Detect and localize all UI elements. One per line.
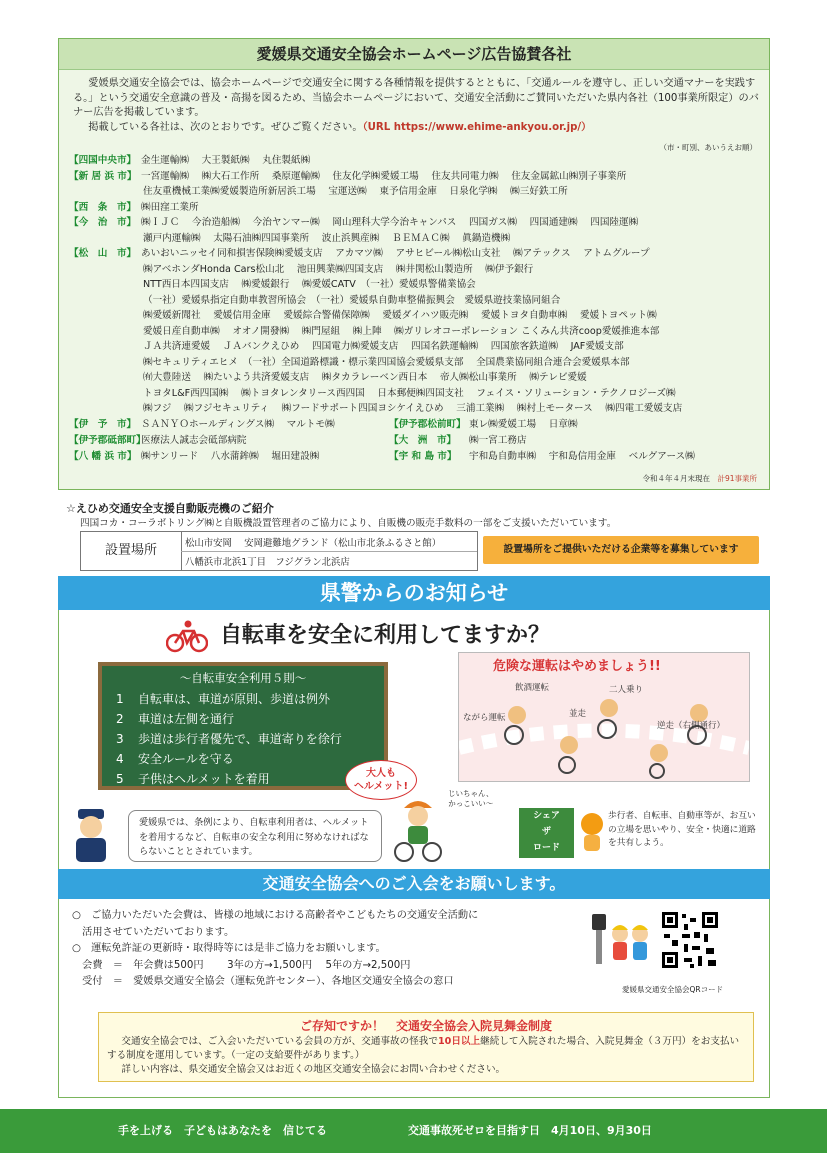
region-imabari	[69, 215, 638, 246]
region-companies: ㈱ＩＪＣ 今治造船㈱ 今治ヤンマー㈱ 岡山理科大学今治キャンパス 四国ガス㈱ 四国通建㈱ 四国陸運㈱	[141, 217, 639, 228]
dangerous-riding-illustration	[458, 652, 750, 782]
benefit-paragraph-1	[107, 1035, 747, 1063]
scene-wrong-way: 逆走（右側通行）	[657, 721, 726, 731]
comment-line-2: かっこいい〜	[448, 799, 494, 808]
region-companies: 東レ㈱愛媛工場 日章㈱	[469, 419, 578, 430]
region-tobe	[69, 433, 247, 449]
danger-title: 危険な運転はやめましょう!!	[493, 659, 661, 674]
region-label: 【四国中央市】	[69, 155, 137, 166]
region-label: 【松 山 市】	[69, 248, 137, 259]
membership-info	[72, 908, 592, 991]
vending-location-table	[80, 531, 478, 571]
bubble-line-1: 大人も	[366, 768, 396, 779]
membership-header: 交通安全協会へのご入会をお願いします。	[58, 869, 770, 899]
location-label: 設置場所	[81, 532, 182, 570]
benefit-highlight: 10日以上	[437, 1036, 481, 1047]
intro-paragraph-1: 愛媛県交通安全協会では、協会ホームページで交通安全に関する各種情報を提供するとともに、「交通ルールを遵守し、正しい交通マナーを実践する。」という交通安全意識の普及・高揚を図るため、当協会ホームページにおいて、交通安全活動にご賛同いただいた県内各社（100事業所限定）のバナー広告を掲載しています。	[73, 78, 759, 118]
region-label: 【宇 和 島 市】	[389, 451, 457, 462]
rule-item	[116, 710, 234, 727]
region-label: 【伊予郡松前町】	[389, 419, 466, 430]
region-label: 【伊予郡砥部町】	[69, 435, 146, 446]
vending-title: ☆えひめ交通安全支援自動販売機のご紹介	[66, 502, 274, 515]
region-companies: ㈱セキュリティエヒメ （一社）全国道路標識・標示業四国協会愛媛県支部 全国農業協同組合連合会愛媛県本部	[143, 356, 630, 368]
sponsor-title: 愛媛県交通安全協会ホームページ広告協賛各社	[59, 39, 769, 70]
region-companies: 宇和島自動車㈱ 宇和島信用金庫 ベルグアース㈱	[469, 451, 695, 462]
rule-number: 5	[116, 772, 124, 786]
region-companies: ㈲大豊陸送 ㈱たいよう共済愛媛支店 ㈱タカラレーベン西日本 帝人㈱松山事業所 ㈱テレビ愛媛	[143, 372, 587, 383]
scene-two-riders: 二人乗り	[609, 685, 644, 695]
member-point-2: ○ 運転免許証の更新時・取得時等には是非ご協力をお願いします。	[72, 943, 386, 954]
rule-text: 車道は左側を通行	[138, 712, 235, 726]
region-label: 【伊 予 市】	[69, 419, 137, 430]
police-officer-icon	[66, 805, 116, 867]
region-masaki	[389, 417, 578, 433]
region-companies: ㈱一宮工務店	[469, 435, 527, 446]
region-companies: 住友重機械工業㈱愛媛製造所新居浜工場 宝運送㈱ 東予信用金庫 日泉化学㈱ ㈱三好鉄工所	[143, 186, 568, 197]
share-line-3: ロード	[532, 843, 560, 853]
rule-text: 安全ルールを守る	[138, 752, 234, 766]
region-companies: ㈱愛媛新聞社 愛媛信用金庫 愛媛綜合警備保障㈱ 愛媛ダイハツ販売㈱ 愛媛トヨタ自動車㈱ 愛媛トヨペット㈱	[143, 310, 657, 321]
bicycle-rules-board	[98, 662, 388, 790]
benefit-paragraph-2: 詳しい内容は、県交通安全協会又はお近くの地区交通安全協会にお問い合わせください。	[121, 1064, 506, 1075]
children-crossing-icon	[592, 910, 656, 970]
qr-code[interactable]	[660, 910, 720, 970]
total-count: 計91事業所	[717, 474, 757, 483]
member-reception: 受付 ＝ 愛媛県交通安全協会（運転免許センター）、各地区交通安全協会の窓口	[72, 976, 454, 987]
region-saijo	[69, 200, 199, 216]
region-companies: NTT西日本四国支店 ㈱愛媛銀行 ㈱愛媛CATV （一社）愛媛県警備業協会	[143, 279, 476, 290]
footer-slogan: 手を上げる 子どもはあなたを 信じてる	[118, 1124, 327, 1137]
region-companies: ㈱田窪工業所	[141, 201, 199, 213]
rule-text: 自転車は、車道が原則、歩道は例外	[138, 692, 331, 706]
region-uwajima	[389, 449, 695, 465]
grandchild-comment	[448, 789, 493, 809]
rule-text: 歩道は歩行者優先で、車道寄りを徐行	[138, 732, 342, 746]
order-note: （市・町別、あいうえお順）	[659, 143, 757, 152]
rule-item	[116, 690, 330, 707]
rule-text: 子供はヘルメットを着用	[138, 772, 270, 786]
bubble-line-2: ヘルメット!	[353, 781, 409, 792]
region-companies: 愛媛日産自動車㈱ オオノ開發㈱ ㈱門屋組 ㈱上陣 ㈱ガリレオコーポレーション こくみん共済coop愛媛推進本部	[143, 325, 660, 337]
region-companies: 金生運輸㈱ 大王製紙㈱ 丸住製紙㈱	[141, 155, 311, 166]
region-companies: ㈱アベホンダHonda Cars松山北 池田興業㈱四国支店 ㈱井関松山製造所 ㈱伊予銀行	[143, 263, 534, 275]
intro-text-2: 掲載している各社は、次のとおりです。ぜひご覧ください。	[88, 121, 363, 133]
region-companies: （一社）愛媛県指定自動車教習所協会 （一社）愛媛県自動車整備振興会 愛媛県遊技業協同組合	[143, 294, 561, 306]
region-iyo	[69, 417, 389, 433]
region-companies: ＳＡＮＹＯホールディングス㈱ マルトモ㈱	[141, 419, 335, 430]
share-road-text: 歩行者、自転車、自動車等が、お互いの立場を思いやり、安全・快適に道路を共有しよう。	[608, 811, 756, 848]
region-label: 【今 治 市】	[69, 217, 137, 228]
region-label: 【八 幡 浜 市】	[69, 451, 137, 462]
rule-number: 1	[116, 692, 124, 706]
recruit-banner: 設置場所をご提供いただける企業等を募集しています	[483, 536, 759, 564]
region-yawatahama	[69, 449, 319, 465]
region-shikokuchuo	[69, 153, 310, 169]
benefit-text-a: 交通安全協会では、ご入会いただいている会員の方が、交通事故の怪我で	[121, 1036, 438, 1047]
share-line-2: ザ	[541, 827, 551, 837]
scene-side-by-side: 並走	[569, 709, 587, 719]
member-point-1-cont: 活用させていただいております。	[72, 926, 235, 938]
hospital-benefit-box	[98, 1012, 754, 1082]
mascot-icon	[577, 810, 607, 862]
table-divider	[181, 551, 477, 552]
as-of-date: 令和４年４月末現在	[642, 474, 710, 483]
region-companies: 瀬戸内運輸㈱ 太陽石油㈱四国事業所 波止浜興産㈱ ＢＥＭＡＣ㈱ 眞鍋造機㈱	[143, 232, 511, 244]
region-companies: 医療法人誠志会砥部病院	[141, 435, 247, 446]
bicycle-icon	[166, 619, 208, 657]
rule-item	[116, 770, 270, 787]
benefit-text-b: 継続して入院された場合、入院見舞金（３万円）をお支払いする制度を運用しています。（一定の支給要件があります。）	[107, 1036, 740, 1061]
hospital-benefit-title: ご存知ですか！ 交通安全協会入院見舞金制度	[299, 1019, 552, 1033]
region-companies: ＪＡ共済連愛媛 ＪＡバンクえひめ 四国電力㈱愛媛支店 四国名鉄運輸㈱ 四国旅客鉄道㈱ JAF愛媛支部	[143, 341, 624, 352]
rule-number: 2	[116, 712, 124, 726]
bicycle-question: 自転車を安全に利用してますか？	[220, 623, 551, 648]
vending-description: 四国コカ・コーラボトリング㈱と自販機設置管理者のご協力により、自販機の販売手数料の一部をご支援いただいています。	[80, 518, 617, 529]
helmet-ordinance-note: 愛媛県では、条例により、自転車利用者は、ヘルメットを着用するなど、自転車の安全な利用に努めなければならないこととされています。	[128, 810, 382, 862]
rule-number: 4	[116, 752, 124, 766]
region-companies: 一宮運輸㈱ ㈱大石工作所 桑原運輸㈱ 住友化学㈱愛媛工場 住友共同電力㈱ 住友金属鉱山㈱別子事業所	[141, 170, 627, 182]
scene-distracted: ながら運転	[463, 713, 506, 723]
share-the-road-sign	[519, 808, 574, 858]
comment-line-1: じいちゃん、	[448, 789, 494, 798]
site-url-link[interactable]: （URL https://www.ehime-ankyou.or.jp/）	[362, 121, 592, 133]
region-companies: ㈱サンリード 八水蒲鉾㈱ 堀田建設㈱	[141, 451, 320, 462]
police-notice-header: 県警からのお知らせ	[58, 576, 770, 610]
as-of-note	[642, 473, 757, 484]
cyclist-helmet-icon	[390, 794, 446, 868]
member-point-1: ○ ご協力いただいた会費は、皆様の地域における高齢者やこどもたちの交通安全活動に	[72, 910, 479, 921]
region-matsuyama	[69, 246, 682, 417]
sponsor-panel	[58, 38, 770, 490]
qr-caption: 愛媛県交通安全協会QRコード	[622, 985, 724, 994]
member-fee: 会費 ＝ 年会費は500円 3年の方→1,500円 5年の方→2,500円	[72, 959, 411, 971]
region-label: 【新 居 浜 市】	[69, 170, 137, 182]
region-label: 【大 洲 市】	[389, 435, 457, 446]
region-label: 【西 条 市】	[69, 201, 137, 213]
share-line-1: シェア	[533, 811, 560, 821]
region-ozu	[389, 433, 527, 449]
sponsor-intro	[73, 77, 759, 135]
region-companies: あいおいニッセイ同和損害保険㈱愛媛支店 アカマツ㈱ アサヒビール㈱松山支社 ㈱アテックス アトムグループ	[141, 248, 650, 259]
location-1: 松山市安岡 安岡避難地グランド（松山市北条ふるさと館）	[185, 538, 442, 549]
region-companies: トヨタL&F西四国㈱ ㈱トヨタレンタリース西四国 日本郵便㈱四国支社 フェイス・ソリューション・テクノロジーズ㈱	[143, 387, 676, 399]
location-2: 八幡浜市北浜1丁目 フジグラン北浜店	[185, 557, 350, 568]
hospital-benefit-body	[107, 1035, 747, 1077]
rule-item	[116, 730, 342, 747]
rule-number: 3	[116, 732, 124, 746]
rule-item	[116, 750, 234, 767]
region-companies: ㈱フジ ㈱フジセキュリティ ㈱フードサポート四国ヨシケイえひめ 三浦工業㈱ ㈱村上モータース ㈱四電工愛媛支店	[143, 403, 683, 414]
footer-banner	[0, 1109, 827, 1153]
footer-zero-fatality-day: 交通事故死ゼロを目指す日 4月10日、9月30日	[408, 1124, 652, 1137]
scene-drunk: 飲酒運転	[515, 683, 550, 693]
rules-title: 〜自転車安全利用５則〜	[179, 671, 307, 685]
intro-paragraph-2	[73, 121, 759, 136]
region-niihama	[69, 169, 626, 200]
